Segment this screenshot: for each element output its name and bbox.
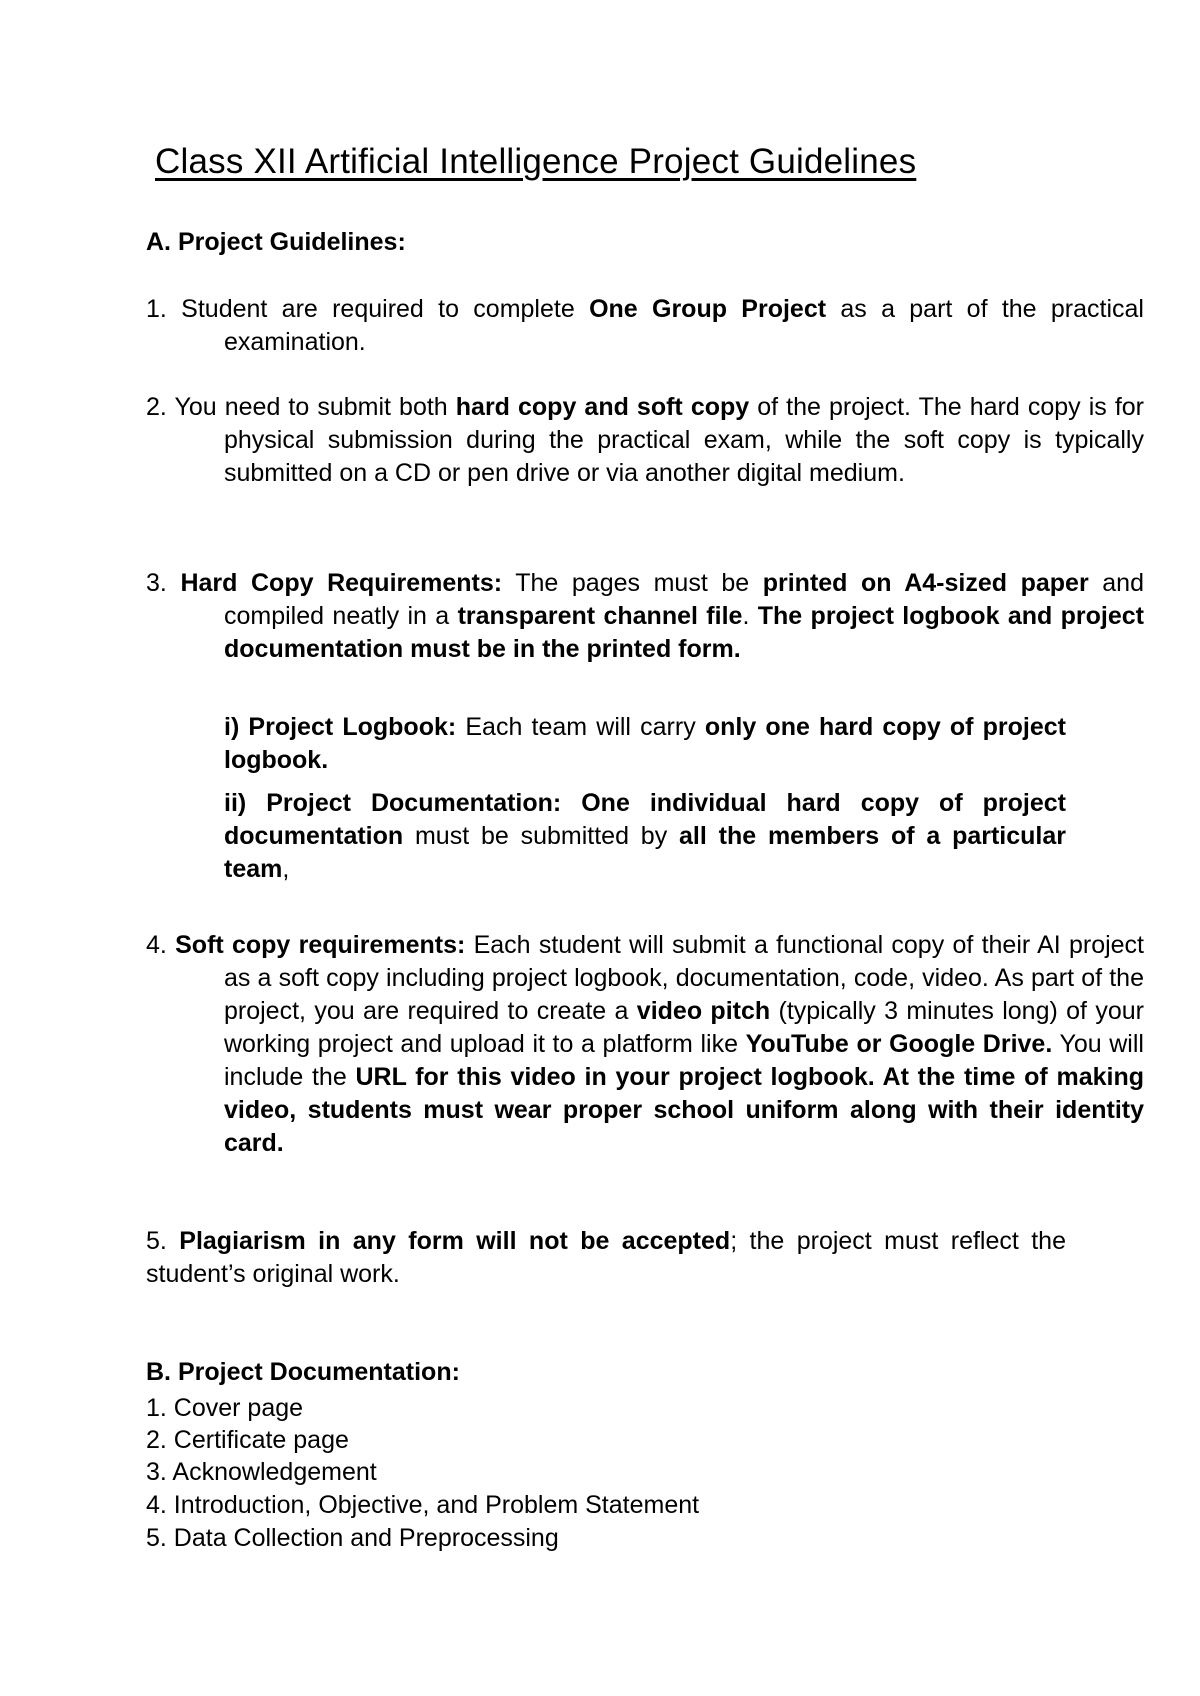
item-bold-text: hard copy and soft copy (455, 393, 750, 421)
guideline-subitem-3-ii (224, 787, 1066, 886)
item-text: (typically 3 minutes long) of your working project and upload it to a platform like (224, 997, 1144, 1058)
documentation-list-item: 4. Introduction, Objective, and Problem Statement (146, 1491, 700, 1519)
guideline-item-1 (146, 293, 1144, 359)
item-bold-text: only one hard copy of project logbook. (224, 713, 1066, 774)
guideline-item-4 (146, 929, 1144, 1160)
item-text: . (742, 602, 758, 630)
item-number: 4. (146, 931, 167, 959)
section-a-heading: A. Project Guidelines: (146, 228, 406, 256)
item-number: 3. (146, 569, 167, 597)
guideline-item-3 (146, 567, 1144, 666)
item-bold-text: YouTube or Google Drive. (745, 1030, 1053, 1058)
item-bold-text: URL for this video in your project logbook. At the time of making video, students must wear proper school uniform along with their identity card. (224, 1063, 1144, 1157)
item-bold-text: video pitch (636, 997, 771, 1025)
item-bold-text: The project logbook and project documentation must be in the printed form. (224, 602, 1144, 663)
item-text: , (282, 855, 290, 883)
item-number: 5. (146, 1227, 167, 1255)
item-bold-text: Plagiarism in any form will not be accepted (179, 1227, 731, 1255)
item-bold-text: ii) Project Documentation: One individual hard copy of project documentation (224, 789, 1066, 850)
guideline-item-2 (146, 391, 1144, 490)
item-bold-text: transparent channel file (457, 602, 743, 630)
item-text: and compiled neatly in a (224, 569, 1144, 630)
document-title: Class XII Artificial Intelligence Project Guidelines (155, 142, 917, 181)
item-text: as a part of the practical examination. (224, 295, 1144, 356)
item-text: The pages must be (502, 569, 763, 597)
item-text: Student are required to complete (181, 295, 590, 323)
item-bold-text: Soft copy requirements: (175, 931, 466, 959)
item-text: must be submitted by (403, 822, 680, 850)
guideline-subitem-3-i (224, 711, 1066, 777)
item-text: Each team will carry (456, 713, 705, 741)
documentation-list-item: 5. Data Collection and Preprocessing (146, 1524, 559, 1552)
item-bold-text: Hard Copy Requirements: (180, 569, 503, 597)
item-bold-text: all the members of a particular team (224, 822, 1066, 883)
documentation-list-item: 3. Acknowledgement (146, 1458, 377, 1486)
documentation-list-item: 2. Certificate page (146, 1426, 349, 1454)
item-text: You need to submit both (174, 393, 456, 421)
section-b-heading: B. Project Documentation: (146, 1358, 460, 1386)
item-text: Each student will submit a functional copy of their AI project as a soft copy including project logbook, documentation, code, video. As part of the project, you are required to create a (224, 931, 1144, 1025)
item-bold-text: printed on A4-sized paper (762, 569, 1089, 597)
item-text: of the project. The hard copy is for physical submission during the practical exam, while the soft copy is typically submitted on a CD or pen drive or via another digital medium. (224, 393, 1145, 487)
guideline-item-5 (146, 1225, 1066, 1291)
item-bold-text: i) Project Logbook: (224, 713, 457, 741)
item-text: ; the project must reflect the student’s original work. (146, 1227, 1066, 1288)
item-number: 1. (146, 295, 167, 323)
item-text: You will include the (224, 1030, 1144, 1091)
item-number: 2. (146, 393, 167, 421)
item-bold-text: One Group Project (589, 295, 827, 323)
documentation-list-item: 1. Cover page (146, 1394, 304, 1422)
